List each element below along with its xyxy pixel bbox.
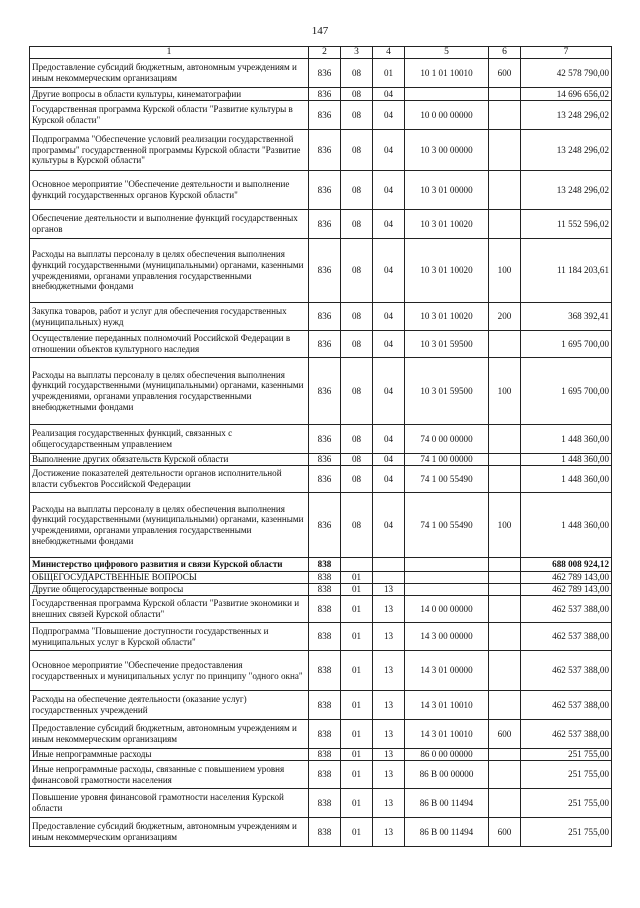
subsection-cell: 13: [373, 789, 405, 818]
subsection-cell: 13: [373, 691, 405, 720]
expense-type-cell: [489, 210, 521, 239]
name-cell: Государственная программа Курской области "Развитие культуры в Курской области": [30, 101, 309, 130]
name-cell: Обеспечение деятельности и выполнение функций государственных органов: [30, 210, 309, 239]
expense-type-cell: [489, 584, 521, 596]
target-article-cell: 74 1 00 55490: [405, 493, 489, 558]
expense-type-cell: [489, 691, 521, 720]
section-cell: 01: [341, 818, 373, 847]
subsection-cell: 01: [373, 59, 405, 88]
table-row: [30, 210, 612, 239]
target-article-cell: [405, 572, 489, 584]
expense-type-cell: [489, 101, 521, 130]
grbs-cell: 838: [309, 818, 341, 847]
target-article-cell: 86 В 00 11494: [405, 789, 489, 818]
expense-type-cell: [489, 558, 521, 572]
subsection-cell: 04: [373, 171, 405, 210]
table-row: [30, 789, 612, 818]
target-article-cell: [405, 584, 489, 596]
section-cell: 08: [341, 88, 373, 101]
target-article-cell: 86 В 00 11494: [405, 818, 489, 847]
expense-type-cell: [489, 596, 521, 623]
grbs-cell: 838: [309, 691, 341, 720]
section-cell: 08: [341, 171, 373, 210]
header-cell: 5: [405, 47, 489, 59]
expense-type-cell: [489, 749, 521, 761]
table-row: [30, 651, 612, 691]
table-row: [30, 761, 612, 789]
section-cell: 01: [341, 623, 373, 651]
section-cell: 08: [341, 425, 373, 454]
expense-type-cell: [489, 466, 521, 493]
section-cell: 08: [341, 101, 373, 130]
amount-cell: 462 789 143,00: [521, 572, 612, 584]
grbs-cell: 836: [309, 425, 341, 454]
header-cell: 6: [489, 47, 521, 59]
expense-type-cell: [489, 623, 521, 651]
target-article-cell: 74 0 00 00000: [405, 425, 489, 454]
grbs-cell: 838: [309, 749, 341, 761]
target-article-cell: 74 1 00 55490: [405, 466, 489, 493]
subsection-cell: 04: [373, 493, 405, 558]
grbs-cell: 838: [309, 720, 341, 749]
amount-cell: 368 392,41: [521, 303, 612, 331]
grbs-cell: 838: [309, 651, 341, 691]
amount-cell: 251 755,00: [521, 761, 612, 789]
amount-cell: 11 552 596,02: [521, 210, 612, 239]
subsection-cell: 04: [373, 331, 405, 358]
expense-type-cell: [489, 454, 521, 466]
header-cell: 3: [341, 47, 373, 59]
grbs-cell: 836: [309, 331, 341, 358]
subsection-cell: 04: [373, 130, 405, 171]
table-row: [30, 572, 612, 584]
grbs-cell: 836: [309, 171, 341, 210]
name-cell: Расходы на выплаты персоналу в целях обеспечения выполнения функций государственными (муниципальными) органами, казенными учреждениями, органами управления государственными внебюджетными фондами: [30, 358, 309, 425]
expense-type-cell: [489, 130, 521, 171]
amount-cell: 462 789 143,00: [521, 584, 612, 596]
subsection-cell: 13: [373, 584, 405, 596]
amount-cell: 1 695 700,00: [521, 358, 612, 425]
grbs-cell: 838: [309, 761, 341, 789]
subsection-cell: 04: [373, 239, 405, 303]
expense-type-cell: 600: [489, 720, 521, 749]
amount-cell: 13 248 296,02: [521, 171, 612, 210]
name-cell: Государственная программа Курской области "Развитие экономики и внешних связей Курской области": [30, 596, 309, 623]
name-cell: Реализация государственных функций, связанных с общегосударственным управлением: [30, 425, 309, 454]
header-cell: 4: [373, 47, 405, 59]
expense-type-cell: [489, 171, 521, 210]
subsection-cell: 13: [373, 818, 405, 847]
amount-cell: 13 248 296,02: [521, 101, 612, 130]
expense-type-cell: 200: [489, 303, 521, 331]
grbs-cell: 836: [309, 466, 341, 493]
name-cell: Основное мероприятие "Обеспечение предоставления государственных и муниципальных услуг по принципу "одного окна": [30, 651, 309, 691]
name-cell: Подпрограмма "Обеспечение условий реализации государственной программы" государственной программы Курской области "Развитие культуры в Курской области": [30, 130, 309, 171]
amount-cell: 462 537 388,00: [521, 623, 612, 651]
table-header-row: [30, 47, 612, 59]
grbs-cell: 836: [309, 88, 341, 101]
expense-type-cell: [489, 789, 521, 818]
section-cell: 08: [341, 466, 373, 493]
target-article-cell: 86 0 00 00000: [405, 749, 489, 761]
amount-cell: 462 537 388,00: [521, 596, 612, 623]
amount-cell: 688 008 924,12: [521, 558, 612, 572]
grbs-cell: 838: [309, 558, 341, 572]
section-cell: 01: [341, 749, 373, 761]
target-article-cell: 10 3 01 00000: [405, 171, 489, 210]
section-cell: 08: [341, 493, 373, 558]
expense-type-cell: [489, 572, 521, 584]
grbs-cell: 836: [309, 101, 341, 130]
amount-cell: 462 537 388,00: [521, 720, 612, 749]
section-cell: 08: [341, 210, 373, 239]
section-cell: 01: [341, 572, 373, 584]
expense-type-cell: 100: [489, 239, 521, 303]
name-cell: Предоставление субсидий бюджетным, автономным учреждениям и иным некоммерческим организациям: [30, 818, 309, 847]
grbs-cell: 838: [309, 596, 341, 623]
section-cell: 08: [341, 59, 373, 88]
section-cell: 01: [341, 596, 373, 623]
amount-cell: 462 537 388,00: [521, 691, 612, 720]
name-cell: Другие вопросы в области культуры, кинематографии: [30, 88, 309, 101]
page-number: 147: [311, 25, 329, 37]
amount-cell: 251 755,00: [521, 749, 612, 761]
subsection-cell: 04: [373, 466, 405, 493]
subsection-cell: 13: [373, 596, 405, 623]
amount-cell: 251 755,00: [521, 818, 612, 847]
amount-cell: 1 448 360,00: [521, 493, 612, 558]
table-row: [30, 171, 612, 210]
expense-type-cell: [489, 425, 521, 454]
amount-cell: 1 448 360,00: [521, 425, 612, 454]
table-row: [30, 493, 612, 558]
subsection-cell: 04: [373, 210, 405, 239]
grbs-cell: 836: [309, 130, 341, 171]
header-cell: 1: [30, 47, 309, 59]
target-article-cell: 10 3 01 59500: [405, 331, 489, 358]
subsection-cell: 13: [373, 761, 405, 789]
section-cell: 08: [341, 358, 373, 425]
expense-type-cell: 600: [489, 59, 521, 88]
section-cell: 01: [341, 651, 373, 691]
subsection-cell: 13: [373, 749, 405, 761]
grbs-cell: 836: [309, 493, 341, 558]
target-article-cell: 10 0 00 00000: [405, 101, 489, 130]
target-article-cell: 10 3 01 10020: [405, 239, 489, 303]
table-row: [30, 130, 612, 171]
table-row: [30, 454, 612, 466]
subsection-cell: 13: [373, 651, 405, 691]
expense-type-cell: 100: [489, 358, 521, 425]
grbs-cell: 836: [309, 454, 341, 466]
subsection-cell: 04: [373, 88, 405, 101]
subsection-cell: 04: [373, 425, 405, 454]
amount-cell: 14 696 656,02: [521, 88, 612, 101]
name-cell: Подпрограмма "Повышение доступности государственных и муниципальных услуг в Курской области": [30, 623, 309, 651]
target-article-cell: [405, 88, 489, 101]
name-cell: Основное мероприятие "Обеспечение деятельности и выполнение функций государственных органов Курской области": [30, 171, 309, 210]
amount-cell: 13 248 296,02: [521, 130, 612, 171]
section-cell: [341, 558, 373, 572]
target-article-cell: 10 3 00 00000: [405, 130, 489, 171]
table-row: [30, 101, 612, 130]
table-row: [30, 88, 612, 101]
table-row: [30, 358, 612, 425]
subsection-cell: [373, 572, 405, 584]
section-cell: 08: [341, 130, 373, 171]
grbs-cell: 838: [309, 623, 341, 651]
target-article-cell: 10 3 01 10020: [405, 303, 489, 331]
subsection-cell: 04: [373, 101, 405, 130]
name-cell: Повышение уровня финансовой грамотности населения Курской области: [30, 789, 309, 818]
expense-type-cell: [489, 331, 521, 358]
section-cell: 08: [341, 331, 373, 358]
table-row: [30, 331, 612, 358]
name-cell: Выполнение других обязательств Курской области: [30, 454, 309, 466]
name-cell: Расходы на выплаты персоналу в целях обеспечения выполнения функций государственными (муниципальными) органами, казенными учреждениями, органами управления государственными внебюджетными фондами: [30, 239, 309, 303]
name-cell: Закупка товаров, работ и услуг для обеспечения государственных (муниципальных) нужд: [30, 303, 309, 331]
grbs-cell: 836: [309, 303, 341, 331]
target-article-cell: 14 3 00 00000: [405, 623, 489, 651]
target-article-cell: 14 3 01 10010: [405, 691, 489, 720]
name-cell: Министерство цифрового развития и связи Курской области: [30, 558, 309, 572]
header-cell: 2: [309, 47, 341, 59]
target-article-cell: 74 1 00 00000: [405, 454, 489, 466]
table-row: [30, 818, 612, 847]
target-article-cell: 10 3 01 10020: [405, 210, 489, 239]
budget-table: [29, 46, 612, 847]
section-cell: 08: [341, 239, 373, 303]
grbs-cell: 838: [309, 789, 341, 818]
target-article-cell: 14 3 01 00000: [405, 651, 489, 691]
table-row: [30, 59, 612, 88]
amount-cell: 251 755,00: [521, 789, 612, 818]
section-cell: 01: [341, 761, 373, 789]
name-cell: Предоставление субсидий бюджетным, автономным учреждениям и иным некоммерческим организациям: [30, 720, 309, 749]
table-row: [30, 239, 612, 303]
name-cell: Осуществление переданных полномочий Российской Федерации в отношении объектов культурного наследия: [30, 331, 309, 358]
table-row: [30, 425, 612, 454]
target-article-cell: 10 3 01 59500: [405, 358, 489, 425]
name-cell: Расходы на обеспечение деятельности (оказание услуг) государственных учреждений: [30, 691, 309, 720]
table-row: [30, 720, 612, 749]
header-cell: 7: [521, 47, 612, 59]
amount-cell: 42 578 790,00: [521, 59, 612, 88]
target-article-cell: 14 3 01 10010: [405, 720, 489, 749]
grbs-cell: 838: [309, 572, 341, 584]
amount-cell: 462 537 388,00: [521, 651, 612, 691]
name-cell: Расходы на выплаты персоналу в целях обеспечения выполнения функций государственными (муниципальными) органами, казенными учреждениями, органами управления государственными внебюджетными фондами: [30, 493, 309, 558]
table-row: [30, 558, 612, 572]
table-row: [30, 623, 612, 651]
section-cell: 08: [341, 454, 373, 466]
grbs-cell: 836: [309, 59, 341, 88]
amount-cell: 1 448 360,00: [521, 454, 612, 466]
target-article-cell: 86 В 00 00000: [405, 761, 489, 789]
table-row: [30, 466, 612, 493]
table-row: [30, 749, 612, 761]
section-cell: 01: [341, 720, 373, 749]
target-article-cell: 14 0 00 00000: [405, 596, 489, 623]
expense-type-cell: 100: [489, 493, 521, 558]
target-article-cell: 10 1 01 10010: [405, 59, 489, 88]
section-cell: 01: [341, 789, 373, 818]
amount-cell: 11 184 203,61: [521, 239, 612, 303]
expense-type-cell: [489, 88, 521, 101]
grbs-cell: 836: [309, 210, 341, 239]
expense-type-cell: [489, 651, 521, 691]
table-row: [30, 584, 612, 596]
name-cell: Другие общегосударственные вопросы: [30, 584, 309, 596]
subsection-cell: 04: [373, 454, 405, 466]
section-cell: 08: [341, 303, 373, 331]
subsection-cell: 13: [373, 623, 405, 651]
subsection-cell: 04: [373, 303, 405, 331]
amount-cell: 1 695 700,00: [521, 331, 612, 358]
name-cell: Достижение показателей деятельности органов исполнительной власти субъектов Российской Федерации: [30, 466, 309, 493]
section-cell: 01: [341, 691, 373, 720]
expense-type-cell: [489, 761, 521, 789]
amount-cell: 1 448 360,00: [521, 466, 612, 493]
table-row: [30, 596, 612, 623]
subsection-cell: 04: [373, 358, 405, 425]
name-cell: Иные непрограммные расходы, связанные с повышением уровня финансовой грамотности населения: [30, 761, 309, 789]
table-row: [30, 303, 612, 331]
expense-type-cell: 600: [489, 818, 521, 847]
grbs-cell: 836: [309, 239, 341, 303]
target-article-cell: [405, 558, 489, 572]
subsection-cell: 13: [373, 720, 405, 749]
name-cell: Иные непрограммные расходы: [30, 749, 309, 761]
grbs-cell: 838: [309, 584, 341, 596]
section-cell: 01: [341, 584, 373, 596]
grbs-cell: 836: [309, 358, 341, 425]
name-cell: ОБЩЕГОСУДАРСТВЕННЫЕ ВОПРОСЫ: [30, 572, 309, 584]
table-row: [30, 691, 612, 720]
name-cell: Предоставление субсидий бюджетным, автономным учреждениям и иным некоммерческим организациям: [30, 59, 309, 88]
subsection-cell: [373, 558, 405, 572]
